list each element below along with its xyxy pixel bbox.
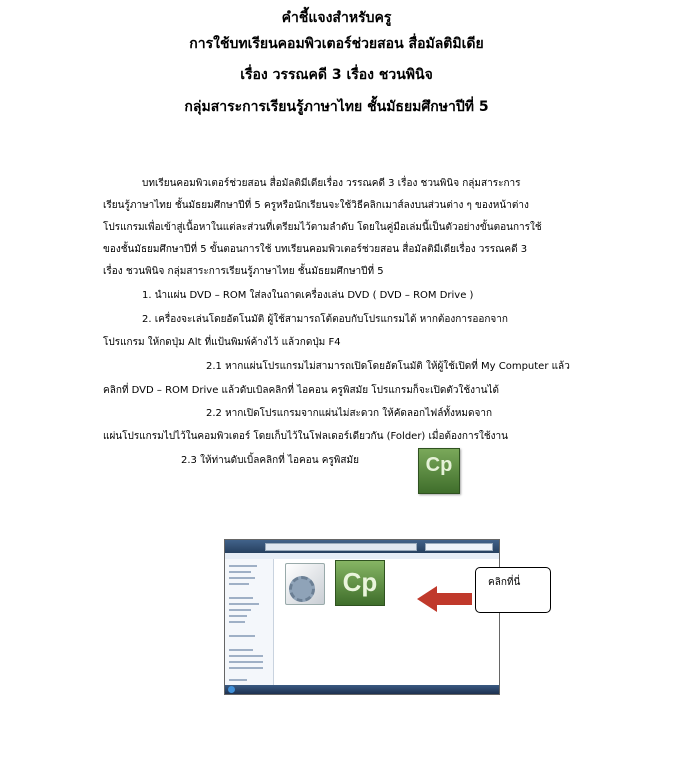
step-item: 2. เครื่องจะเล่นโดยอัตโนมัติ ผู้ใช้สามารถโต้ตอบกับโปรแกรมได้ หากต้องการออกจาก: [142, 314, 508, 325]
explorer-screenshot: [224, 539, 500, 695]
arrow-left-icon: [417, 586, 472, 612]
captivate-file-icon: [335, 560, 385, 606]
substep-item: 2.1 หากแผ่นโปรแกรมไม่สามารถเปิดโดยอัตโนมัติ ให้ผู้ใช้เปิดที่ My Computer แล้ว: [206, 361, 570, 372]
page-title: คำชี้แจงสำหรับครู: [281, 10, 392, 26]
search-box: [425, 543, 493, 551]
lesson-title: เรื่อง วรรณคดี 3 เรื่อง ชวนพินิจ: [240, 67, 433, 83]
navigation-pane: [225, 559, 274, 685]
start-button-icon: [228, 686, 235, 693]
icon-glyph: Cp: [342, 567, 378, 597]
paragraph-line: โปรแกรมเพื่อเข้าสู่เนื้อหาในแต่ละส่วนที่เตรียมไว้ตามลำดับ โดยในคู่มือเล่มนี้เป็นตัวอย่างขั้นตอนการใช้: [103, 222, 542, 233]
step-item: 1. นำแผ่น DVD – ROM ใส่ลงในถาดเครื่องเล่น DVD ( DVD – ROM Drive ): [142, 290, 474, 301]
paragraph-line: โปรแกรม ให้กดปุ่ม Alt ที่แป้นพิมพ์ค้างไว้ แล้วกดปุ่ม F4: [103, 337, 341, 348]
paragraph-line: บทเรียนคอมพิวเตอร์ช่วยสอน สื่อมัลติมีเดียเรื่อง วรรณคดี 3 เรื่อง ชวนพินิจ กลุ่มสาระการ: [142, 178, 521, 189]
icon-glyph: Cp: [425, 454, 453, 476]
taskbar: [225, 685, 499, 694]
paragraph-line: แผ่นโปรแกรมไปไว้ในคอมพิวเตอร์ โดยเก็บไว้ในโฟลเดอร์เดียวกัน (Folder) เมื่อต้องการใช้งาน: [103, 431, 508, 442]
substep-item: 2.2 หากเปิดโปรแกรมจากแผ่นไม่สะดวก ให้คัดลอกไฟล์ทั้งหมดจาก: [206, 408, 493, 419]
address-bar: [265, 543, 417, 551]
subject-grade: กลุ่มสาระการเรียนรู้ภาษาไทย ชั้นมัธยมศึกษาปีที่ 5: [184, 99, 489, 115]
adobe-captivate-icon[interactable]: [418, 448, 460, 494]
window-titlebar: [225, 540, 499, 553]
paragraph-line: คลิกที่ DVD – ROM Drive แล้วดับเบิลคลิกที่ ไอคอน ครูพิสมัย โปรแกรมก็จะเปิดตัวใช้งานได้: [103, 385, 499, 396]
paragraph-line: เรื่อง ชวนพินิจ กลุ่มสาระการเรียนรู้ภาษาไทย ชั้นมัธยมศึกษาปีที่ 5: [103, 266, 384, 277]
click-here-callout: [475, 567, 551, 613]
callout-text: คลิกที่นี่: [488, 577, 521, 588]
gear-icon: [289, 576, 315, 602]
substep-item: 2.3 ให้ท่านดับเบิ้ลคลิกที่ ไอคอน ครูพิสมัย: [181, 455, 359, 466]
paragraph-line: เรียนรู้ภาษาไทย ชั้นมัธยมศึกษาปีที่ 5 ครูหรือนักเรียนจะใช้วิธีคลิกเมาส์ลงบนส่วนต่าง ๆ ของหน้าต่าง: [103, 200, 529, 211]
page-subtitle: การใช้บทเรียนคอมพิวเตอร์ช่วยสอน สื่อมัลติมิเดีย: [189, 36, 484, 52]
paragraph-line: ของชั้นมัธยมศึกษาปีที่ 5 ขั้นตอนการใช้ บทเรียนคอมพิวเตอร์ช่วยสอน สื่อมัลติมีเดียเรื่อง วรรณคดี 3: [103, 244, 528, 255]
